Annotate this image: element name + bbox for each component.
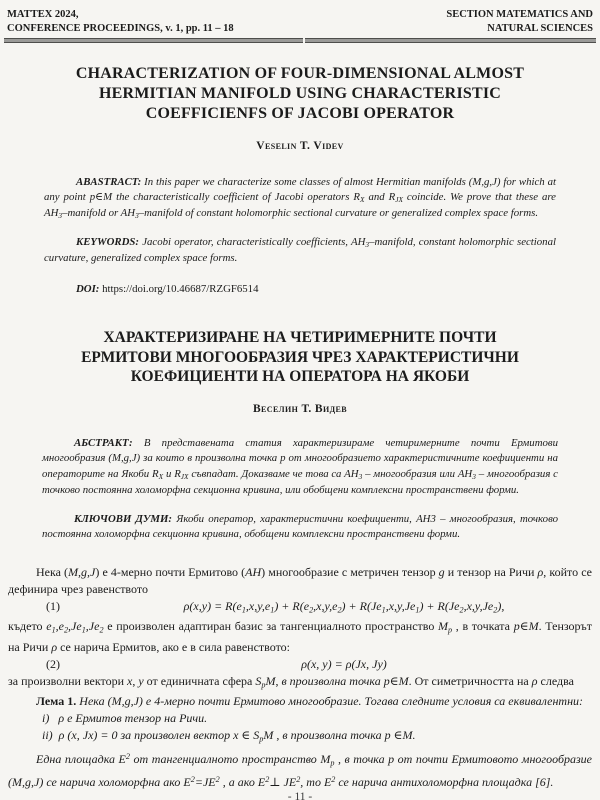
header-left-line1: MATTEX 2024, (7, 9, 79, 20)
header-rule-left-segment (4, 38, 303, 43)
journal-header (4, 8, 596, 35)
body-text (4, 564, 596, 791)
equation-1-number: (1) (46, 598, 60, 613)
paper-title-en-line3: COEFFICIENFS OF JACOBI OPERATOR (145, 104, 455, 122)
header-right (446, 8, 593, 35)
body-paragraph-4: Една площадка $E^2$ от тангенциалното пространство $M_p$ , в точка p от почти Ермитовото многообразие (M,g,J) се нарича холоморфна ако $E^2=JE^2$ , а ако $E^2\perp$ $JE^2$, то $E^2$ се нарича антихоломорфна площадка [6]. (8, 751, 592, 790)
equation-2-number: (2) (46, 656, 60, 671)
author-name-en: Veselin T. Videv (256, 139, 344, 152)
keywords-bg: КЛЮЧОВИ ДУМИ: Якоби оператор, характеристични коефициенти, AH3 – многообразия, точково постоянна холоморфна секционна кривина, обобщени комплексни пространствени форми. (42, 512, 559, 541)
body-paragraph-3: за произволни вектори x, y от единичната сфера $S_pM$, в произволна точка p∈M. От симетричността на ρ следва (8, 673, 574, 690)
author-name-bg: Веселин Т. Видев (252, 402, 348, 415)
lemma-item-ii: ii) ρ (x, Jx) = 0 за произволен вектор x ∈ $S_pM$ , в произволна точка p ∈M. (42, 728, 416, 744)
abstract-bg: АБСТРАКТ: В представената статия характеризираме четиримерните почти Ермитови многообразия (M,g,J) за които в произволна точка p от многообразието характеристичните коефициенти на операторите на Якоби $R_X$ и $R_{JX}$ съвпадат. Доказваме че това са $AH_3$ – многообразия или $AH_3$ – многообразия с точково постоянна холоморфна секционна кривина, или обобщени комплексни пространствени форми. (42, 436, 558, 496)
paper-title-bg-line1: ХАРАКТЕРИЗИРАНЕ НА ЧЕТИРИМЕРНИТЕ ПОЧТИ (103, 329, 497, 347)
body-paragraph-2: където $e_1,e_2,Je_1,Je_2$ е произволен адаптиран базис за тангенциалното пространство $M_p$ , в точката p∈M. Тензорът на Ричи ρ се нарича Ермитов, ако е в сила равенството: (8, 619, 592, 654)
body-paragraph-1: Нека (M,g,J) е 4-мерно почти Ермитово (AH) многообразие с метричен тензор g и тензор на Ричи ρ, който се дефинира чрез равенството (8, 564, 592, 596)
header-right-line1: SECTION MATEMATICS AND (446, 9, 593, 20)
equation-2 (8, 656, 592, 673)
paper-title-en (4, 64, 596, 123)
header-right-line2: NATURAL SCIENCES (487, 22, 593, 34)
page-number: - 11 - (287, 791, 313, 800)
paper-title-bg-line2: ЕРМИТОВИ МНОГООБРАЗИЯ ЧРЕЗ ХАРАКТЕРИСТИЧНИ (81, 348, 519, 366)
equation-1-formula: $\rho(x,y) = R(e_1,x,y,e_1) + R(e_2,x,y,e_2) + R(Je_1,x,y,Je_1) + R(Je_2,x,y,Je_2)$, (183, 598, 505, 615)
header-rule (4, 38, 596, 43)
header-rule-right-segment (305, 38, 596, 43)
equation-1 (8, 598, 592, 618)
lemma-1: Лема 1. Нека (M,g,J) е 4-мерно почти Ермитово многообразие. Тогава следните условия са еквивалентни: (36, 694, 584, 709)
header-left-line2: CONFERENCE PROCEEDINGS, v. 1, pp. 11 – 18 (7, 22, 234, 34)
doi-line: DOI: https://doi.org/10.46687/RZGF6514 (76, 282, 259, 295)
equation-2-formula: ρ(x, y) = ρ(Jx, Jy) (301, 656, 387, 671)
keywords-en: KEYWORDS: Jacobi operator, characteristically coefficients, $AH_3$–manifold, constant holomorphic sectional curvature, generalized complex space forms. (44, 236, 556, 264)
paper-title-en-line1: CHARACTERIZATION OF FOUR-DIMENSIONAL ALMOST (75, 65, 525, 83)
paper-title-bg (4, 328, 596, 387)
lemma-item-i: i) ρ е Ермитов тензор на Ричи. (42, 711, 208, 726)
paper-title-en-line2: HERMITIAN MANIFOLD USING CHARACTERISTIC (98, 85, 502, 103)
abstract-en: ABASTRACT: In this paper we characterize some classes of almost Hermitian manifolds (M,g,J) for which at any point p∈M the characteristically coefficient of Jacobi operators $R_X$ and $R_{JX}$ coincide. We prove that these are $AH_3$–manifold or $AH_3$–manifold of constant holomorphic sectional curvature or generalized complex space forms. (44, 175, 556, 221)
header-left (7, 8, 234, 35)
paper-title-bg-line3: КОЕФИЦИЕНТИ НА ОПЕРАТОРА НА ЯКОБИ (130, 368, 470, 386)
